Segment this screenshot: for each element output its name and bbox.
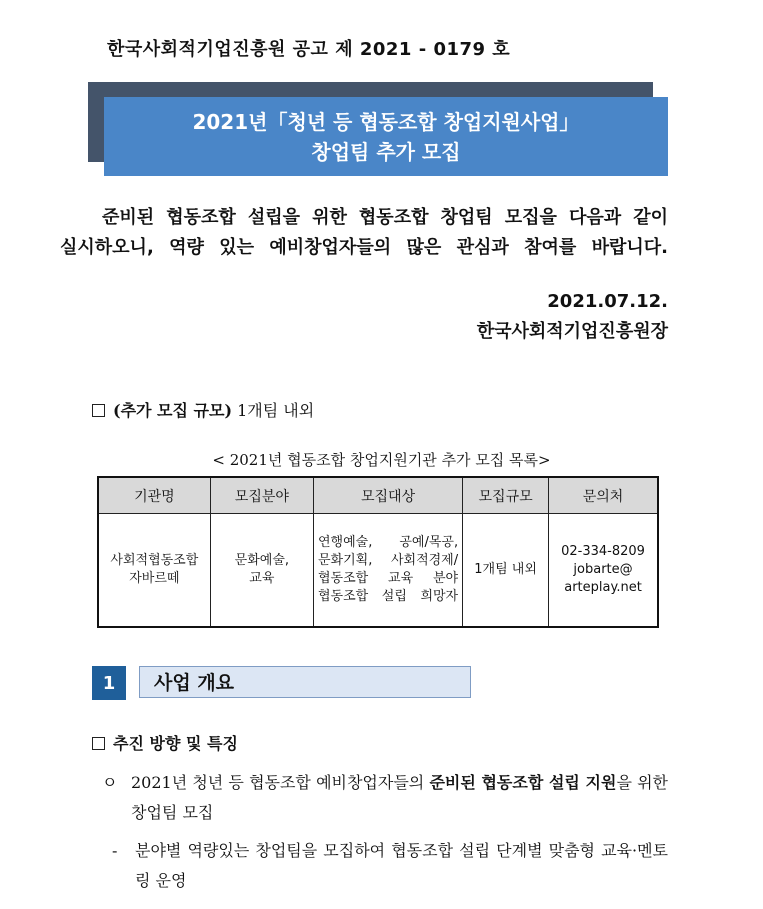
org-line: 자바르떼 xyxy=(129,571,180,586)
contact-phone: 02-334-8209 xyxy=(561,544,645,559)
dash-bullet-icon: - xyxy=(112,841,118,860)
dash-text: 분야별 역량있는 창업팀을 모집하여 협동조합 설립 단계별 맞춤형 교육·멘토링 운영 xyxy=(135,841,668,890)
cell-target xyxy=(314,514,463,628)
intro-paragraph xyxy=(60,203,668,263)
recruit-scale xyxy=(92,398,314,421)
header-contact: 문의처 xyxy=(549,477,658,514)
cell-scale: 1개팀 내외 xyxy=(463,514,549,628)
announcement-date: 2021.07.12. xyxy=(547,291,668,312)
direction-heading xyxy=(92,731,238,754)
header-scale: 모집규모 xyxy=(463,477,549,514)
header-field: 모집분야 xyxy=(210,477,313,514)
dash-item xyxy=(112,836,668,896)
section-number: 1 xyxy=(92,666,126,700)
bullet-text-post: 을 위한 창업팀 모집 xyxy=(131,773,668,822)
checkbox-square-icon xyxy=(92,737,105,750)
bullet-text-pre: 2021년 청년 등 협동조합 예비창업자들의 xyxy=(131,773,430,792)
field-line: 문화예술, xyxy=(234,553,290,568)
cell-field xyxy=(210,514,313,628)
banner-title-line2: 창업팀 추가 모집 xyxy=(311,139,461,164)
banner-title-line1: 2021년「청년 등 협동조합 창업지원사업」 xyxy=(192,109,580,134)
bullet-text xyxy=(131,768,668,828)
table-header-row xyxy=(98,477,658,514)
target-line: 문화기획, 사회적경제/ xyxy=(318,553,459,568)
scale-value: 1개팀 내외 xyxy=(237,401,315,420)
header-target: 모집대상 xyxy=(314,477,463,514)
contact-email-part: jobarte@ xyxy=(573,562,633,577)
table-row xyxy=(98,514,658,628)
target-line: 연행예술, 공예/목공, xyxy=(318,535,459,550)
table-caption: < 2021년 협동조합 창업지원기관 추가 모집 목록> xyxy=(212,451,551,469)
bullet-text-bold: 준비된 협동조합 설립 지원 xyxy=(429,773,617,792)
bullet-item xyxy=(102,768,668,828)
scale-label: (추가 모집 규모) xyxy=(113,401,233,420)
header-org: 기관명 xyxy=(98,477,210,514)
target-line: 협동조합 교육 분야 xyxy=(318,571,459,586)
contact-email-domain: arteplay.net xyxy=(564,580,642,595)
issuer-name: 한국사회적기업진흥원장 xyxy=(476,321,668,342)
signature-block xyxy=(477,287,668,347)
notice-number: 한국사회적기업진흥원 공고 제 2021 - 0179 호 xyxy=(107,39,511,60)
circle-bullet-icon: ㅇ xyxy=(102,773,118,792)
cell-org xyxy=(98,514,210,628)
target-line: 협동조합 설립 희망자 xyxy=(318,589,459,604)
section-title: 사업 개요 xyxy=(139,666,471,698)
intro-line1: 준비된 협동조합 설립을 위한 협동조합 창업팀 모집을 다음과 같이 xyxy=(102,207,668,228)
checkbox-square-icon xyxy=(92,404,105,417)
direction-title: 추진 방향 및 특징 xyxy=(113,734,238,753)
title-banner xyxy=(104,97,668,176)
intro-line2: 실시하오니, 역량 있는 예비창업자들의 많은 관심과 참여를 바랍니다. xyxy=(60,237,668,258)
cell-contact xyxy=(549,514,658,628)
org-line: 사회적협동조합 xyxy=(110,553,199,568)
institution-table xyxy=(97,476,659,628)
field-line: 교육 xyxy=(249,571,275,586)
